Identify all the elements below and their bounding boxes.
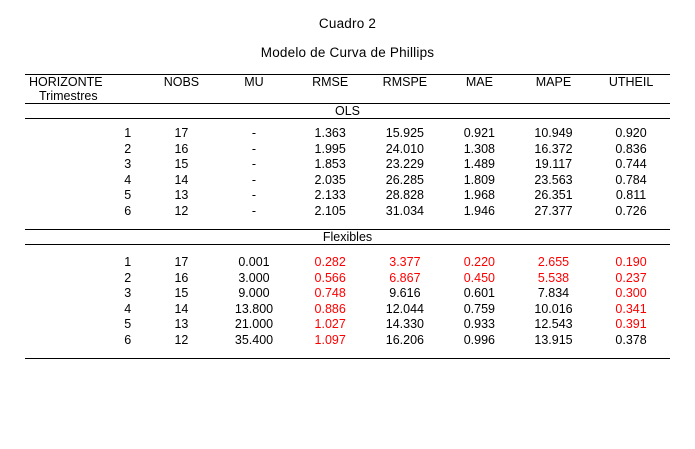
subheader-blank-7 — [592, 89, 670, 104]
table-subheader-row — [25, 89, 670, 104]
cell-rmse: 1.097 — [314, 332, 346, 347]
cell-rmspe: 3.377 — [389, 255, 421, 269]
cell-utheil: 0.391 — [615, 317, 647, 331]
cell-mu: - — [251, 126, 257, 140]
cell-mae: 0.933 — [463, 317, 495, 331]
section-header-ols — [25, 104, 670, 119]
cell-rmspe: 6.867 — [389, 270, 421, 285]
cell-mu: 9.000 — [238, 286, 270, 300]
cell-horizonte: 3 — [124, 286, 132, 300]
cell-mae: 1.968 — [463, 188, 495, 202]
cell-rmspe: 14.330 — [385, 317, 425, 331]
cell-horizonte: 5 — [124, 317, 132, 331]
table-bottom-rule — [25, 348, 670, 359]
cell-mae: 0.220 — [463, 255, 495, 269]
cell-mape: 16.372 — [534, 141, 573, 156]
cell-utheil: 0.378 — [615, 332, 647, 347]
spacer — [25, 119, 670, 127]
table-body — [25, 75, 670, 359]
cell-rmse: 0.886 — [314, 301, 346, 316]
cell-mu: - — [251, 203, 257, 218]
page-title: Cuadro 2 — [318, 16, 377, 31]
cell-mape: 5.538 — [537, 270, 570, 285]
cell-horizonte: 5 — [124, 188, 132, 202]
subheader-blank-1 — [149, 89, 213, 104]
cell-rmspe: 12.044 — [385, 301, 425, 316]
cell-mu: 0.001 — [238, 255, 270, 269]
cell-utheil: 0.190 — [615, 255, 647, 269]
header-rmspe: RMSPE — [366, 75, 444, 90]
table-row — [25, 271, 670, 287]
cell-mu: - — [251, 188, 257, 202]
cell-horizonte: 1 — [124, 255, 132, 269]
cell-utheil: 0.920 — [615, 126, 647, 140]
results-table — [25, 74, 670, 359]
cell-rmspe: 16.206 — [385, 332, 425, 347]
cell-horizonte: 2 — [124, 270, 132, 285]
cell-mu: 21.000 — [234, 317, 274, 331]
cell-mu: 13.800 — [234, 301, 274, 316]
cell-nobs: 14 — [174, 172, 189, 187]
cell-horizonte: 6 — [124, 332, 132, 347]
cell-mape: 10.016 — [534, 301, 573, 316]
cell-rmspe: 15.925 — [385, 126, 425, 140]
section-divider — [25, 219, 670, 230]
subheader-blank-5 — [444, 89, 515, 104]
header-horizonte: HORIZONTE — [25, 75, 149, 90]
cell-utheil: 0.811 — [615, 188, 647, 202]
cell-mape: 27.377 — [534, 203, 573, 218]
cell-rmspe: 26.285 — [385, 172, 425, 187]
cell-utheil: 0.784 — [615, 172, 647, 187]
header-trimestres: Trimestres — [25, 89, 149, 104]
cell-rmse: 1.853 — [314, 157, 346, 171]
table-row — [25, 204, 670, 220]
table-row — [25, 173, 670, 189]
cell-mape: 13.915 — [534, 332, 573, 347]
cell-nobs: 16 — [174, 141, 189, 156]
cell-mu: - — [251, 157, 257, 171]
cell-utheil: 0.237 — [615, 270, 647, 285]
cell-nobs: 14 — [174, 301, 189, 316]
cell-utheil: 0.836 — [615, 141, 647, 156]
page-subtitle: Modelo de Curva de Phillips — [260, 45, 435, 60]
cell-horizonte: 6 — [124, 203, 132, 218]
cell-rmse: 1.995 — [314, 141, 346, 156]
cell-mae: 1.308 — [463, 141, 495, 156]
subheader-blank-4 — [366, 89, 444, 104]
section-label-flexibles: Flexibles — [25, 230, 670, 245]
cell-utheil: 0.726 — [615, 203, 647, 218]
cell-mu: - — [251, 141, 257, 156]
cell-rmspe: 28.828 — [385, 188, 425, 202]
cell-rmse: 0.748 — [314, 286, 346, 300]
cell-rmse: 2.035 — [314, 172, 346, 187]
cell-utheil: 0.341 — [615, 301, 647, 316]
spacer — [25, 245, 670, 256]
header-rmse: RMSE — [294, 75, 366, 90]
cell-nobs: 13 — [174, 317, 189, 331]
cell-mae: 1.809 — [463, 172, 495, 187]
cell-mae: 0.450 — [463, 270, 495, 285]
cell-nobs: 15 — [174, 157, 189, 171]
cell-nobs: 17 — [174, 255, 189, 269]
cell-nobs: 13 — [174, 188, 189, 202]
table-row — [25, 142, 670, 158]
cell-utheil: 0.744 — [615, 157, 647, 171]
cell-mape: 12.543 — [534, 317, 573, 331]
cell-nobs: 16 — [174, 270, 189, 285]
cell-horizonte: 4 — [124, 301, 132, 316]
cell-rmse: 2.133 — [314, 188, 346, 202]
cell-mape: 26.351 — [534, 188, 573, 202]
cell-mae: 1.946 — [463, 203, 495, 218]
cell-utheil: 0.300 — [615, 286, 647, 300]
cell-horizonte: 1 — [124, 126, 132, 140]
section-label-ols: OLS — [25, 104, 670, 119]
cell-mae: 0.759 — [463, 301, 495, 316]
cell-mu: 3.000 — [238, 270, 270, 285]
cell-nobs: 12 — [174, 332, 189, 347]
subheader-blank-2 — [214, 89, 295, 104]
table-header-row — [25, 75, 670, 90]
section-header-flexibles — [25, 230, 670, 245]
header-utheil: UTHEIL — [592, 75, 670, 90]
subheader-blank-6 — [515, 89, 592, 104]
subheader-blank-3 — [294, 89, 366, 104]
cell-horizonte: 2 — [124, 141, 132, 156]
cell-mape: 10.949 — [534, 126, 573, 140]
cell-mae: 0.996 — [463, 332, 495, 347]
table-row — [25, 333, 670, 349]
header-nobs: NOBS — [149, 75, 213, 90]
cell-horizonte: 3 — [124, 157, 132, 171]
table-row — [25, 302, 670, 318]
header-mae: MAE — [444, 75, 515, 90]
cell-mape: 7.834 — [537, 286, 570, 300]
cell-mape: 2.655 — [537, 255, 570, 269]
table-row — [25, 317, 670, 333]
cell-mae: 0.921 — [463, 126, 495, 140]
table-row — [25, 188, 670, 204]
cell-rmse: 0.566 — [314, 270, 346, 285]
cell-rmse: 2.105 — [314, 203, 346, 218]
cell-rmspe: 23.229 — [385, 157, 425, 171]
cell-rmse: 1.027 — [314, 317, 346, 331]
cell-mae: 1.489 — [463, 157, 495, 171]
table-row — [25, 286, 670, 302]
table-row — [25, 126, 670, 142]
cell-rmse: 0.282 — [314, 255, 346, 269]
table-row — [25, 255, 670, 271]
cell-nobs: 17 — [174, 126, 189, 140]
cell-nobs: 12 — [174, 203, 189, 218]
cell-rmspe: 9.616 — [389, 286, 421, 300]
cell-mu: - — [251, 172, 257, 187]
table-row — [25, 157, 670, 173]
cell-mape: 23.563 — [534, 172, 573, 187]
header-mu: MU — [214, 75, 295, 90]
cell-nobs: 15 — [174, 286, 189, 300]
header-mape: MAPE — [515, 75, 592, 90]
cell-rmse: 1.363 — [314, 126, 346, 140]
cell-mape: 19.117 — [534, 157, 573, 171]
cell-mu: 35.400 — [234, 332, 274, 347]
cell-horizonte: 4 — [124, 172, 132, 187]
cell-rmspe: 24.010 — [385, 141, 425, 156]
cell-rmspe: 31.034 — [385, 203, 425, 218]
cell-mae: 0.601 — [463, 286, 495, 300]
